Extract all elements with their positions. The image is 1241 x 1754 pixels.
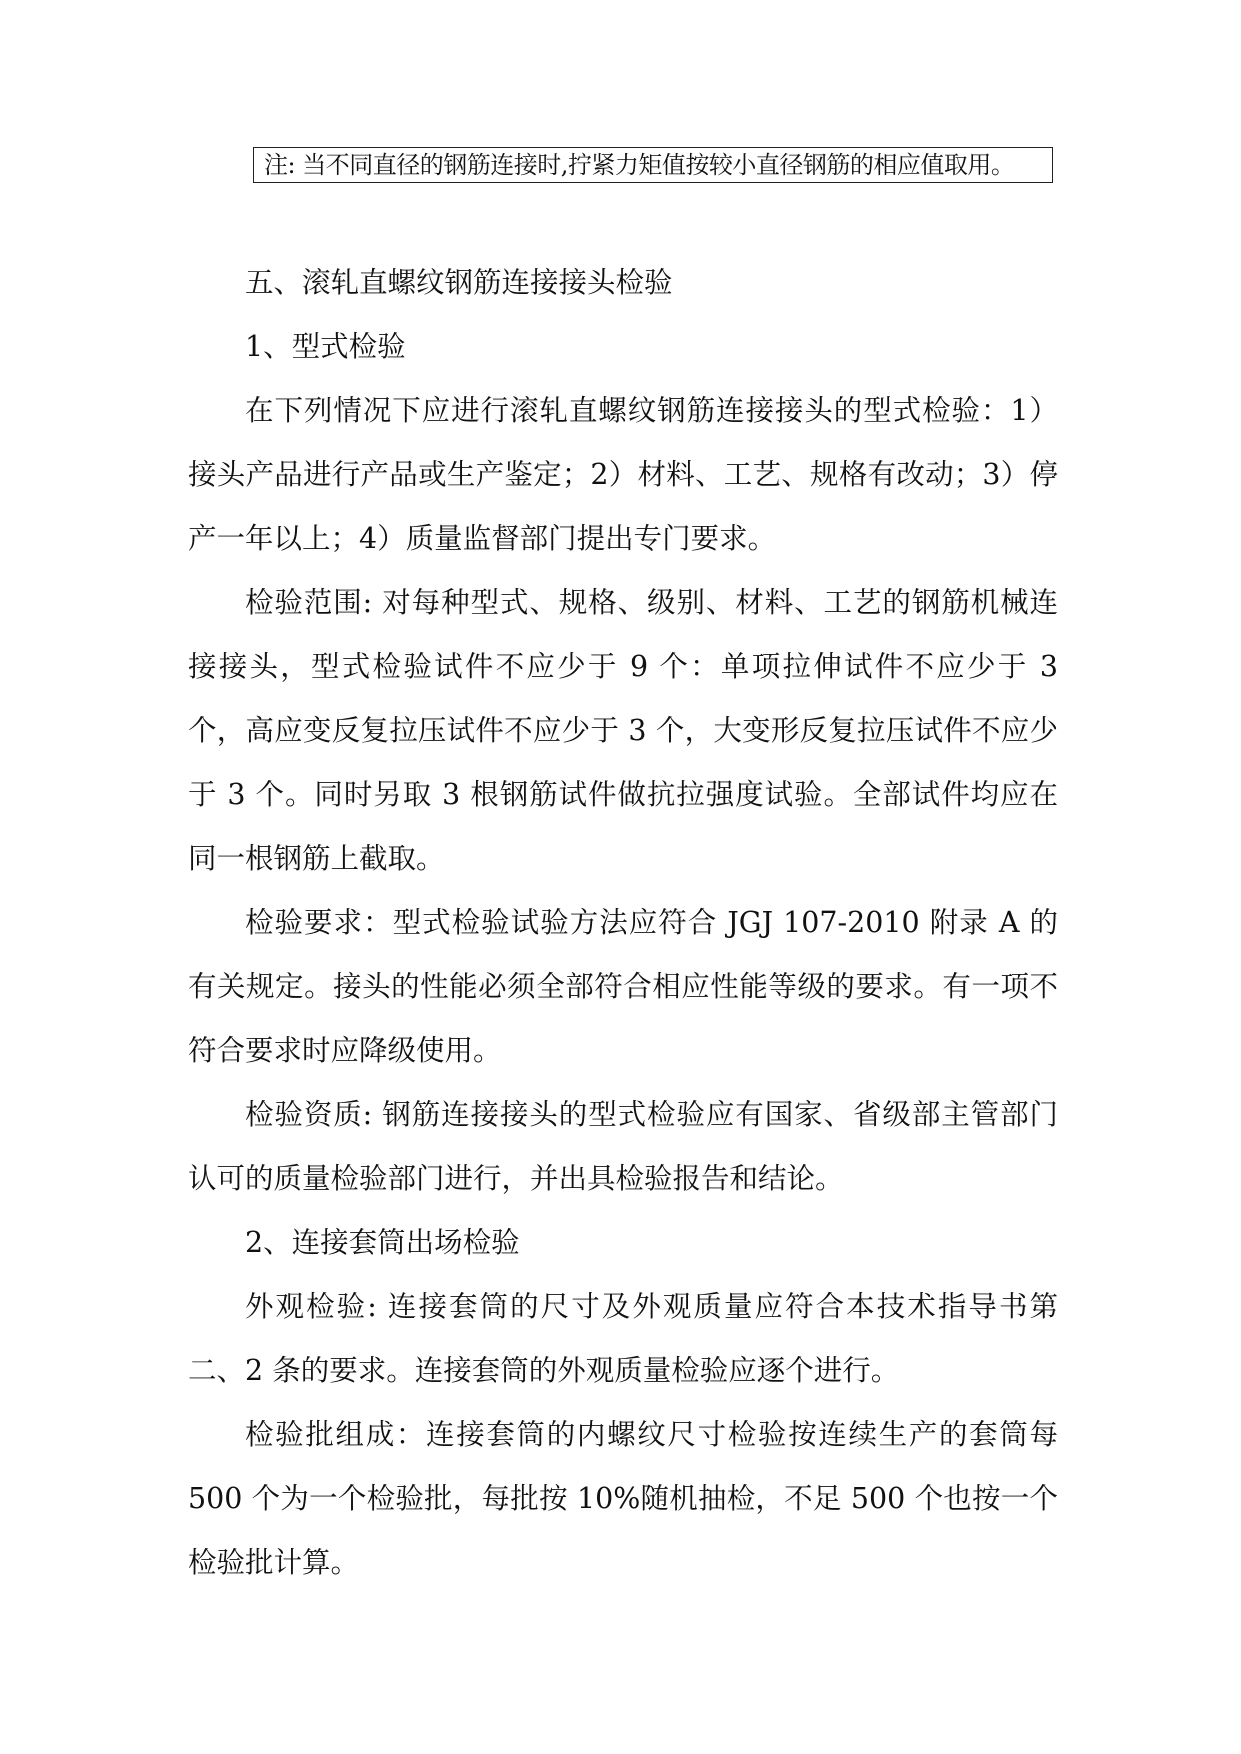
paragraph-appearance: 外观检验: 连接套筒的尺寸及外观质量应符合本技术指导书第二、2 条的要求。连接套筒的外观质量检验应逐个进行。 (188, 1290, 1058, 1387)
paragraph-conditions: 在下列情况下应进行滚轧直螺纹钢筋连接接头的型式检验：1）接头产品进行产品或生产鉴定；2）材料、工艺、规格有改动；3）停产一年以上；4）质量监督部门提出专门要求。 (188, 394, 1058, 555)
note-text: 注: 当不同直径的钢筋连接时,拧紧力矩值按较小直径钢筋的相应值取用。 (264, 151, 1015, 179)
document-body (188, 251, 1058, 1595)
paragraph-qualification: 检验资质: 钢筋连接接头的型式检验应有国家、省级部主管部门认可的质量检验部门进行，并出具检验报告和结论。 (188, 1098, 1058, 1195)
paragraph-batch: 检验批组成：连接套筒的内螺纹尺寸检验按连续生产的套筒每 500 个为一个检验批，每批按 10%随机抽检，不足 500 个也按一个检验批计算。 (188, 1418, 1058, 1579)
paragraph-scope: 检验范围: 对每种型式、规格、级别、材料、工艺的钢筋机械连接接头，型式检验试件不应少于 9 个：单项拉伸试件不应少于 3 个，高应变反复拉压试件不应少于 3 个，大变形反复拉压试件不应少于 3 个。同时另取 3 根钢筋试件做抗拉强度试验。全部试件均应在同一根钢筋上截取。 (188, 586, 1058, 875)
paragraph-requirements: 检验要求：型式检验试验方法应符合 JGJ 107-2010 附录 A 的有关规定。接头的性能必须全部符合相应性能等级的要求。有一项不符合要求时应降级使用。 (188, 906, 1058, 1067)
subsection-heading: 2、连接套筒出场检验 (245, 1226, 520, 1259)
subsection-heading: 1、型式检验 (245, 330, 406, 363)
section-heading: 五、滚轧直螺纹钢筋连接接头检验 (245, 266, 673, 299)
note-box (253, 147, 1053, 183)
